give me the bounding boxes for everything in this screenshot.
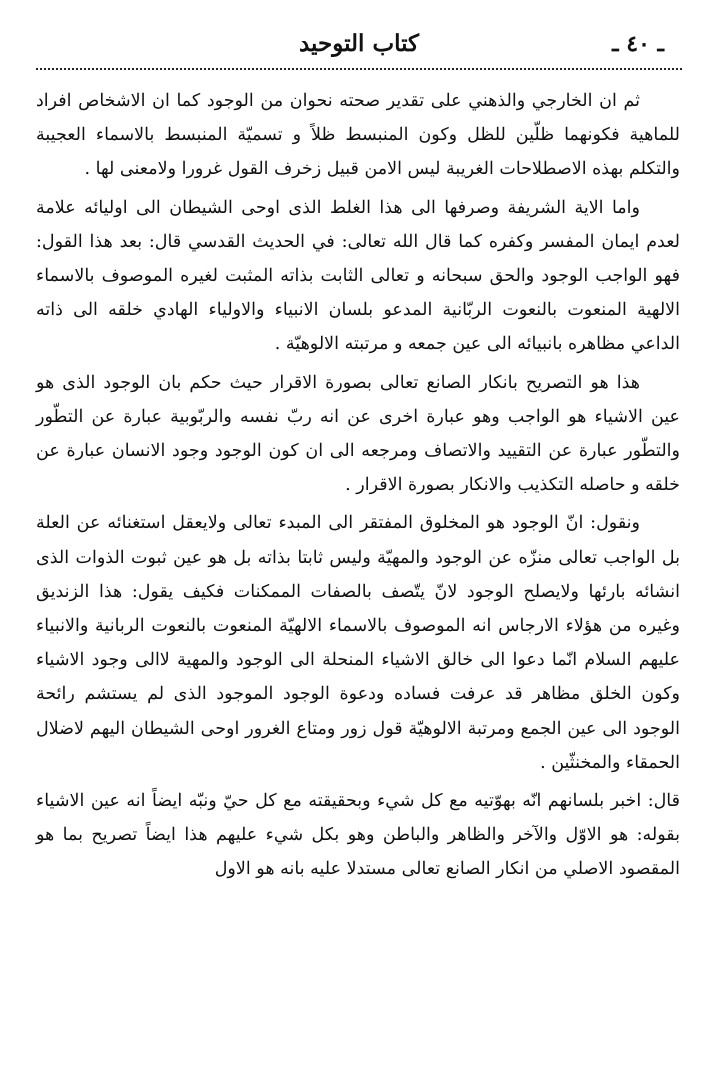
paragraph-4: ونقول: انّ الوجود هو المخلوق المفتقر الى المبدء تعالى ولايعقل استغنائه عن العلة بل الواجب تعالى منزّه عن الوجود والمهيّة وليس ثابتا بذاته بل هو عين ثبوت الذوات الذى انشائه بارئها ولايصلح الوجود لانّ يتّصف بالصفات الممكنات فكيف يقول: هذا الزنديق وغيره من هؤلاء الارجاس انه الموصوف بالاسماء الالهيّة المنعوت بالنعوت الربانية والانبياء عليهم السلام انّما دعوا الى خالق الاشياء المنحلة الى الوجود والمهية لاالى وجود الاشياء وكون الخلق مظاهر قد عرفت فساده ودعوة الوجود الموجود الذى لم يستشم رائحة الوجود الى عين الجمع ومرتبة الالوهيّة قول زور ومتاع الغرور اوحى الشيطان اليهم لاضلال الحمقاء والمخنثّين . xyxy=(36,513,680,773)
paragraph-2: واما الاية الشريفة وصرفها الى هذا الغلط الذى اوحى الشيطان الى اوليائه علامة لعدم ايمان المفسر وكفره كما قال الله تعالى: في الحديث القدسي قال: بعد هذا القول: فهو الواجب الوجود والحق سبحانه و تعالى الثابت بذاته المثبت لغيره الموصوف بالاسماء الالهية المنعوت بالنعوت الربّانية المدعو بلسان الانبياء والاولياء الهادي خلقه الى ذاته الداعي مظاهره بانبيائه الى عين جمعه و مرتبته الالوهيّة . xyxy=(36,197,680,355)
paragraph-5: قال: اخبر بلسانهم انّه بهوّتيه مع كل شيء وبحقيقته مع كل حيّ ونبّه ايضاً انه عين الاشياء بقوله: هو الاوّل والآخر والظاهر والباطن وهو بكل شيء عليهم هذا ايضاً تصريح بما هو المقصود الاصلي من انكار الصانع تعالى مستدلا عليه بانه هو الاول xyxy=(36,791,680,880)
page-number: ـ ٤٠ ـ xyxy=(612,31,664,57)
page-header xyxy=(40,28,678,62)
book-title: كتاب التوحيد xyxy=(298,30,419,57)
header-divider xyxy=(36,68,682,70)
body-text xyxy=(36,84,680,887)
paragraph-1: ثم ان الخارجي والذهني على تقدير صحته نحوان من الوجود كما ان الاشخاص افراد للماهية فكونهما ظلّين للظل وكون المنبسط ظلاً و تسميّة المنبسط بالاسماء العجيبة والتكلم بهذه الاصطلاحات الغريبة ليس الامن قبيل زخرف القول غرورا ولامعنى لها . xyxy=(36,91,680,180)
paragraph-3: هذا هو التصريح بانكار الصانع تعالى بصورة الاقرار حيث حكم بان الوجود الذى هو عين الاشياء هو الواجب وهو عبارة اخرى عن انه ربّ نفسه والربّوبية عبارة عن التطّور والتطّور عبارة عن التقييد والاتصاف ومرجعه الى ان كون الوجود وجود الانسان عبارة عن خلقه و حاصله التكذيب والانكار بصورة الاقرار . xyxy=(36,372,680,496)
